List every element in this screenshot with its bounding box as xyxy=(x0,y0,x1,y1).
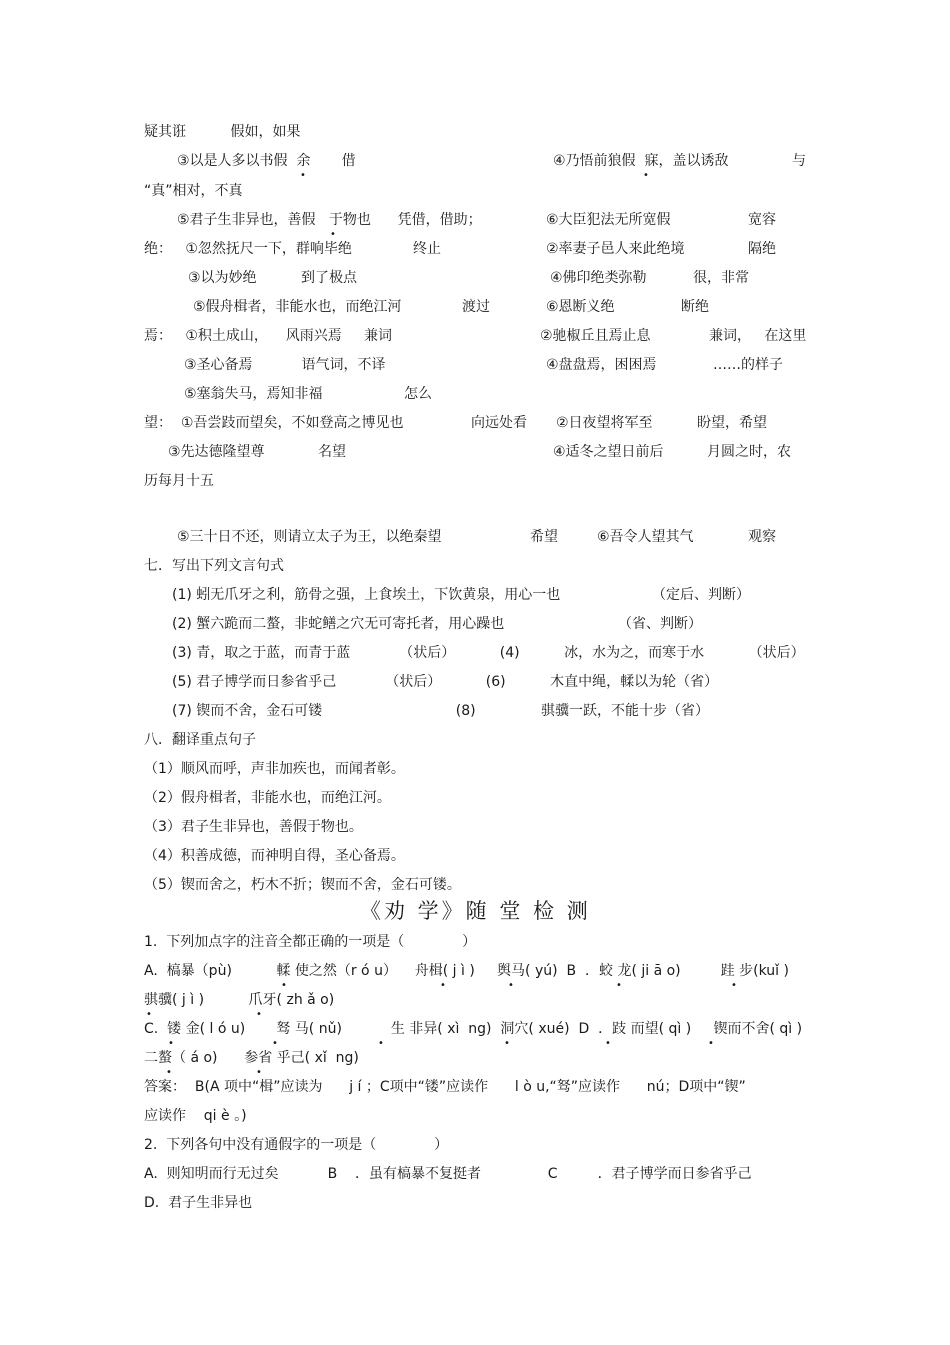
text-line: ②日夜望将军至 xyxy=(556,415,653,431)
emphasis-dot: • xyxy=(440,980,446,991)
text-line: A. 槁暴（pù) 輮 使之然（r ó u） 舟楫( j ì ) 舆马( yú) B ．蛟 龙( ji ā o) 跬 步(kuǐ ) xyxy=(144,963,789,979)
text-line: （2）假舟楫者，非能水也，而绝江河。 xyxy=(144,790,391,806)
text-line: 二螯（ á o) 参省 乎己( xǐ ng) xyxy=(144,1050,359,1066)
page-title: 《劝 学》随 堂 检 测 xyxy=(360,899,591,923)
text-line: （省、判断） xyxy=(618,616,702,632)
text-line: “真”相对，不真 xyxy=(144,183,243,199)
emphasis-dot: • xyxy=(330,229,336,240)
text-line: (7) 锲而不舍，金石可镂 (8) xyxy=(172,703,476,719)
text-line: 向远处看 xyxy=(471,415,527,431)
emphasis-dot: • xyxy=(504,1038,510,1049)
emphasis-dot: • xyxy=(256,1009,262,1020)
text-line: 观察 xyxy=(748,529,776,545)
emphasis-dot: • xyxy=(146,1009,152,1020)
text-line: 兼词， 在这里 xyxy=(709,328,807,344)
text-line: ②率妻子邑人来此绝境 xyxy=(546,241,685,257)
text-line: 历每月十五 xyxy=(144,473,214,489)
text-line: 怎么 xyxy=(404,386,432,402)
text-line: (3) 青，取之于蓝，而青于蓝 （状后） (4) 冰，水为之，而寒于水 （状后） xyxy=(172,645,805,661)
text-line: ④乃悟前狼假 寐，盖以诱敌 xyxy=(553,153,729,169)
text-line: ⑥恩断义绝 xyxy=(546,299,615,315)
section-heading: 八．翻译重点句子 xyxy=(144,732,256,748)
emphasis-dot: • xyxy=(300,170,306,181)
text-line: D. 君子生非异也 xyxy=(144,1195,253,1211)
text-line: ⑤君子生非异也，善假 于物也 凭借，借助； xyxy=(177,212,482,228)
text-line: 2. 下列各句中没有通假字的一项是（ ） xyxy=(144,1137,449,1153)
text-line: （4）积善成德，而神明自得，圣心备焉。 xyxy=(144,848,405,864)
text-line: (1) 蚓无爪牙之利，筋骨之强，上食埃土，下饮黄泉，用心一也 xyxy=(172,587,561,603)
text-line: (5) 君子博学而日参省乎己 （状后） (6) 木直中绳，輮以为轮（省） xyxy=(172,674,719,690)
text-line: ⑤假舟楫者，非能水也，而绝江河 xyxy=(193,299,402,315)
text-line: 与 xyxy=(792,153,806,169)
text-line: 渡过 xyxy=(462,299,490,315)
text-line: ③以为妙绝 到了极点 xyxy=(188,270,358,286)
text-line: ……的样子 xyxy=(713,357,783,373)
emphasis-dot: • xyxy=(272,1038,278,1049)
text-line: ③先达德隆望尊 名望 xyxy=(168,444,346,460)
text-line: 疑其诳 假如，如果 xyxy=(144,124,301,140)
text-line: 希望 xyxy=(530,529,558,545)
emphasis-dot: • xyxy=(508,980,514,991)
text-line: 很，非常 xyxy=(693,270,749,286)
text-line: 望： ①吾尝跂而望矣，不如登高之博见也 xyxy=(144,415,404,431)
text-line: 隔绝 xyxy=(748,241,776,257)
text-line: ③以是人多以书假 余 借 xyxy=(177,153,356,169)
text-line: ⑥大臣犯法无所宽假 xyxy=(546,212,671,228)
emphasis-dot: • xyxy=(166,1067,172,1078)
text-line: (2) 蟹六跪而二螯，非蛇鳝之穴无可寄托者，用心躁也 xyxy=(172,616,505,632)
text-line: 绝： ①忽然抚尺一下，群响毕绝 xyxy=(144,241,352,257)
text-line: 焉： ①积土成山， 风雨兴焉 兼词 xyxy=(144,328,392,344)
text-line: ③圣心备焉 语气词，不译 xyxy=(184,357,386,373)
text-line: 宽容 xyxy=(748,212,776,228)
emphasis-dot: • xyxy=(256,1067,262,1078)
emphasis-dot: • xyxy=(168,1038,174,1049)
emphasis-dot: • xyxy=(616,980,622,991)
text-line: 骐骥( j ì ) 爪牙( zh ǎ o) xyxy=(144,992,335,1008)
text-line: ④佛印绝类弥勒 xyxy=(550,270,647,286)
text-line: （定后、判断） xyxy=(652,587,750,603)
text-line: 月圆之时，农 xyxy=(707,444,791,460)
text-line: （1）顺风而呼，声非加疾也，而闻者彰。 xyxy=(144,761,405,777)
answer-text: 答案： B(A 项中“楫”应读为 j í ；C项中“镂”应读作 l ò u,“驽”应读作 nú；D项中“锲” xyxy=(144,1079,746,1095)
text-line: ⑤塞翁失马，焉知非福 xyxy=(184,386,323,402)
text-line: ⑥吾令人望其气 xyxy=(597,529,694,545)
text-line: A. 则知明而行无过矣 B ．虽有槁暴不复挺者 C ．君子博学而日参省乎己 xyxy=(144,1166,752,1182)
text-line: （5）锲而舍之，朽木不折；锲而不舍，金石可镂。 xyxy=(144,877,461,893)
emphasis-dot: • xyxy=(378,1038,384,1049)
text-line: （3）君子生非异也，善假于物也。 xyxy=(144,819,363,835)
text-line: 断绝 xyxy=(681,299,709,315)
text-line: ④适冬之望日前后 xyxy=(553,444,664,460)
emphasis-dot: • xyxy=(281,980,287,991)
text-line: 盼望，希望 xyxy=(697,415,767,431)
text-line: 骐骥一跃，不能十步（省） xyxy=(541,703,709,719)
text-line: C. 镂 金( l ó u) 驽 马( nǔ) 生 非异( xì ng) 洞穴( xué) D ．跂 而望( qì ) 锲而不舍( qì ) xyxy=(144,1021,803,1037)
emphasis-dot: • xyxy=(605,1038,611,1049)
text-line: 终止 xyxy=(413,241,441,257)
text-line: ⑤三十日不还，则请立太子为王，以绝秦望 xyxy=(177,529,442,545)
section-heading: 七．写出下列文言句式 xyxy=(144,558,284,574)
text-line: 1. 下列加点字的注音全都正确的一项是（ ） xyxy=(144,934,477,950)
answer-text: 应读作 qi è 。) xyxy=(144,1108,247,1124)
text-line: ②驰椒丘且焉止息 xyxy=(540,328,651,344)
emphasis-dot: • xyxy=(643,170,649,181)
emphasis-dot: • xyxy=(708,1038,714,1049)
text-line: ④盘盘焉，困困焉 xyxy=(546,357,657,373)
emphasis-dot: • xyxy=(731,980,737,991)
